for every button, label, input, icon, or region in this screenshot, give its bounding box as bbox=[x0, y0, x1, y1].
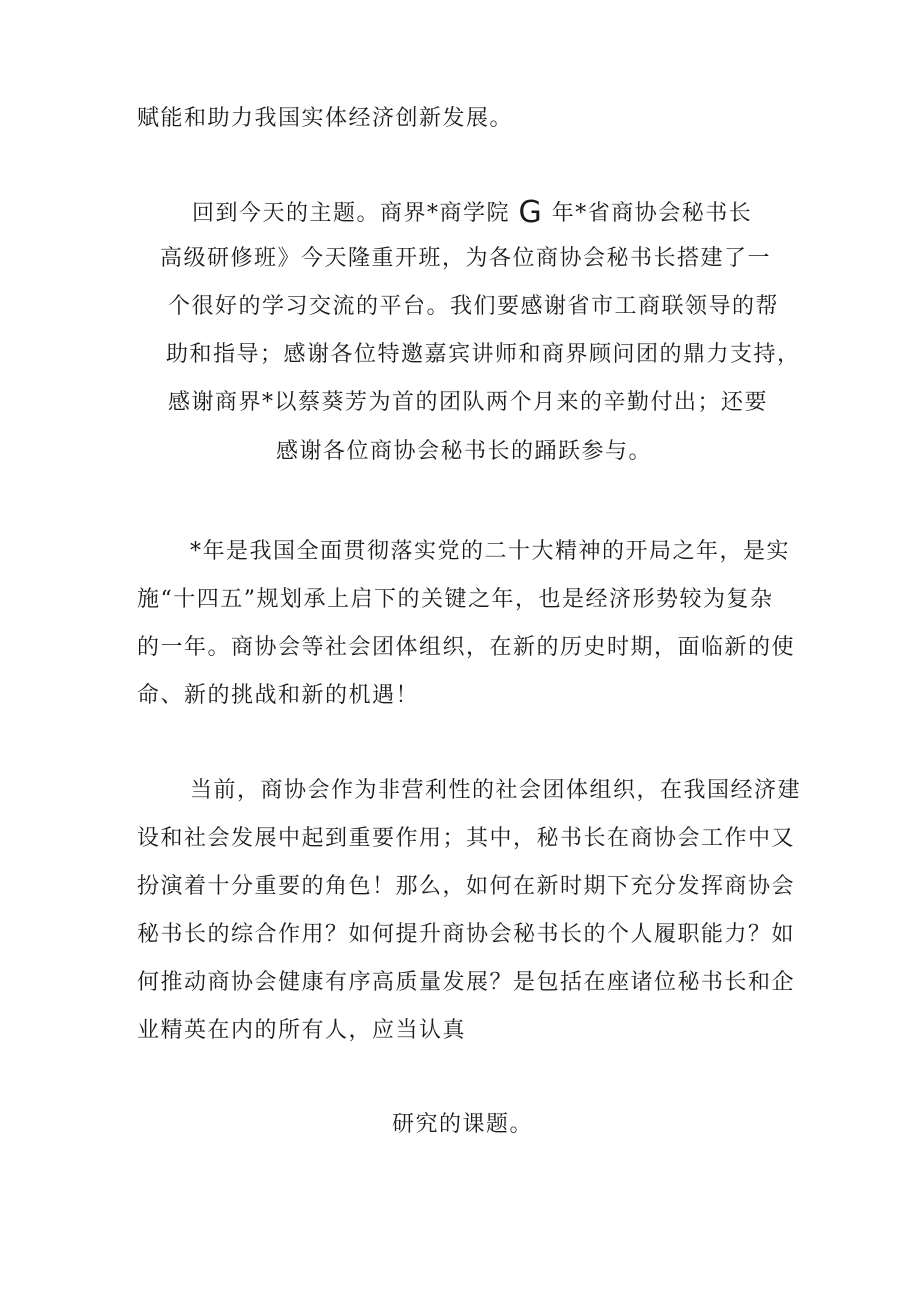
paragraph-4-line-4: 秘书长的综合作用？如何提升商协会秘书长的个人履职能力？如 bbox=[137, 922, 796, 947]
paragraph-2-line-1-part-1: 回到今天的主题。商界*商学院 bbox=[192, 201, 511, 226]
paragraph-3-line-2: 施“十四五”规划承上启下的关键之年，也是经济形势较为复杂 bbox=[137, 587, 774, 612]
paragraph-2-line-4: 助和指导；感谢各位特邀嘉宾讲师和商界顾问团的鼎力支持， bbox=[166, 342, 801, 367]
paragraph-1-line-1: 赋能和助力我国实体经济创新发展。 bbox=[137, 106, 514, 131]
paragraph-2-line-1-part-2: 年*省商协会秘书长 bbox=[551, 201, 753, 226]
paragraph-3-line-3: 的一年。商协会等社会团体组织，在新的历史时期，面临新的使 bbox=[137, 635, 796, 660]
paragraph-4-line-3: 扮演着十分重要的角色！那么，如何在新时期下充分发挥商协会 bbox=[137, 874, 796, 899]
paragraph-3-line-4: 命、新的挑战和新的机遇！ bbox=[137, 683, 420, 708]
paragraph-2-line-2: 高级研修班》今天隆重开班，为各位商协会秘书长搭建了一 bbox=[160, 246, 772, 271]
paragraph-2-line-1-letter-g: G bbox=[518, 195, 544, 230]
paragraph-3-line-1: *年是我国全面贯彻落实党的二十大精神的开局之年，是实 bbox=[190, 539, 791, 564]
paragraph-4-line-6: 业精英在内的所有人，应当认真 bbox=[137, 1018, 467, 1043]
paragraph-2-line-6: 感谢各位商协会秘书长的踊跃参与。 bbox=[276, 439, 653, 464]
paragraph-2-line-3: 个很好的学习交流的平台。我们要感谢省市工商联领导的帮 bbox=[168, 294, 780, 319]
paragraph-2-line-1 bbox=[192, 195, 753, 230]
paragraph-4-line-5: 何推动商协会健康有序高质量发展？是包括在座诸位秘书长和企 bbox=[137, 970, 796, 995]
paragraph-2-line-5: 感谢商界*以蔡葵芳为首的团队两个月来的辛勤付出；还要 bbox=[168, 390, 769, 415]
paragraph-4-line-1: 当前，商协会作为非营利性的社会团体组织，在我国经济建 bbox=[190, 778, 802, 803]
paragraph-4-line-2: 设和社会发展中起到重要作用；其中，秘书长在商协会工作中又 bbox=[137, 826, 796, 851]
paragraph-4-line-7: 研究的课题。 bbox=[392, 1112, 534, 1137]
